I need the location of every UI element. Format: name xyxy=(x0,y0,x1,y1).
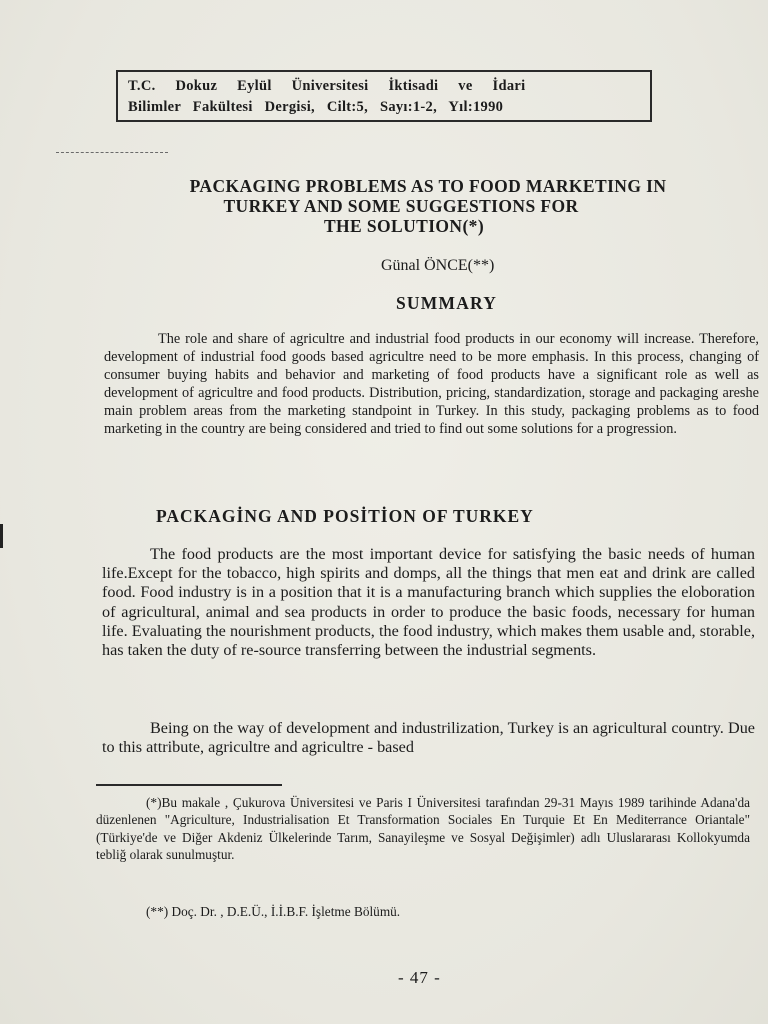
journal-line-1: T.C. Dokuz Eylül Üniversitesi İktisadi ve İdari xyxy=(128,78,526,94)
scan-artifact-rule xyxy=(56,152,168,153)
body-paragraph-1: The food products are the most important device for satisfying the basic needs of human life.Except for the tobacco, high spirits and domps, all the things that men eat and drink are called food. Food industry is in a position that it is a manufacturing branch which supplies the eloboration of agricultural, animal and sea products in order to produce the basic foods, necessary for human life. Evaluating the nourishment products, the food industry, which makes them usable and, storable, has taken the duty of re-source transferring between the industrial segments. xyxy=(102,545,755,660)
scan-margin-mark xyxy=(0,524,3,548)
journal-line-2: Bilimler Fakültesi Dergisi, Cilt:5, Sayı:1-2, Yıl:1990 xyxy=(128,99,504,115)
footnote-1: (*)Bu makale , Çukurova Üniversitesi ve Paris I Üniversitesi tarafından 29-31 Mayıs 1989 tarihinde Adana'da düzenlenen "Agriculture, Industrialisation Et Transformation Sociales En Turquie Et En Mediterrance Oriantale" (Türkiye'de ve Diğer Akdeniz Ülkelerinde Tarım, Sanayileşme ve Sosyal Değişimler) adlı Uluslararası Kollokyumda tebliğ olarak sunulmuştur. xyxy=(96,795,750,863)
article-title xyxy=(110,176,768,236)
summary-text: The role and share of agricultre and industrial food products in our economy will increase. Therefore, development of industrial food goods based agricultre need to be more emphasis. In this process, changing of consumer buying habits and behavior and marketing of food products have a significant role as well as development of agricultre and food products. Distribution, pricing, standardization, storage and packaging areshe main problem areas from the marketing standpoint in Turkey. In this study, packaging problems as to food marketing in the country are being considered and tried to find out some solutions for a progression. xyxy=(104,331,759,437)
section-heading: PACKAGİNG AND POSİTİON OF TURKEY xyxy=(156,506,534,526)
footnote-2: (**) Doç. Dr. , D.E.Ü., İ.İ.B.F. İşletme Bölümü. xyxy=(146,904,401,919)
body-paragraph-2: Being on the way of development and industrilization, Turkey is an agricultural country. Due to this attribute, agricultre and agricultre - based xyxy=(102,719,755,757)
title-line-2: TURKEY AND SOME SUGGESTIONS FOR xyxy=(223,196,579,216)
page-number: - 47 - xyxy=(398,968,441,987)
summary-heading: SUMMARY xyxy=(396,293,498,313)
footnote-separator xyxy=(96,784,282,786)
title-line-3: THE SOLUTION(*) xyxy=(323,216,485,236)
article-author: Günal ÖNCE(**) xyxy=(381,257,495,274)
title-line-1: PACKAGING PROBLEMS AS TO FOOD MARKETING IN xyxy=(189,176,667,196)
journal-citation-box xyxy=(116,70,652,122)
